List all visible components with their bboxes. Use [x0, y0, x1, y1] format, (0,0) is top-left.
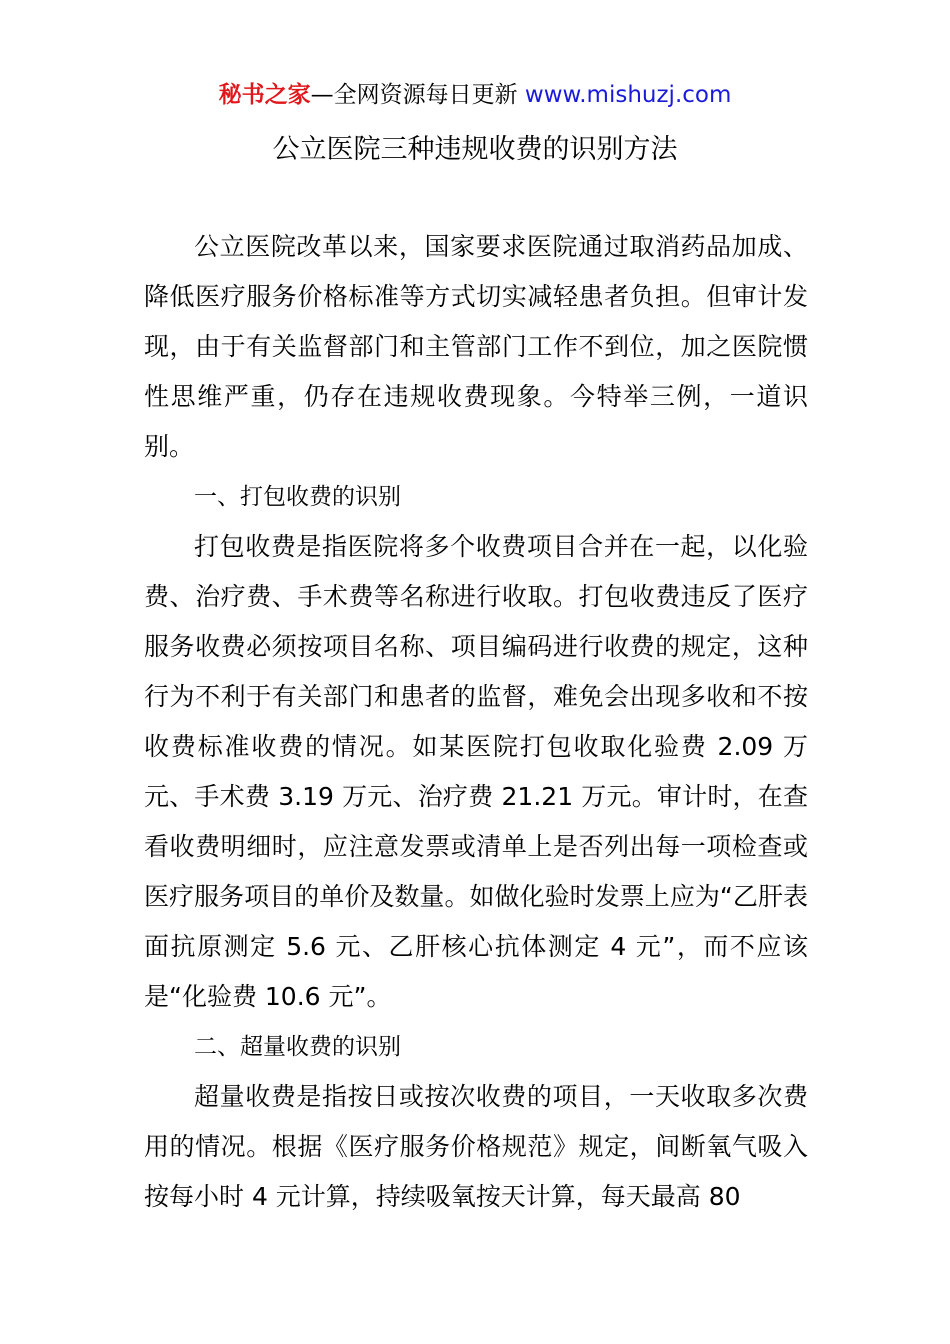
section-paragraph-2: 超量收费是指按日或按次收费的项目，一天收取多次费用的情况。根据《医疗服务价格规范》规定，间断氧气吸入按每小时 4 元计算，持续吸氧按天计算，每天最高 80	[144, 1082, 808, 1211]
section-paragraph-1: 打包收费是指医院将多个收费项目合并在一起，以化验费、治疗费、手术费等名称进行收取。打包收费违反了医疗服务收费必须按项目名称、项目编码进行收费的规定，这种行为不利于有关部门和患者的监督，难免会出现多收和不按收费标准收费的情况。如某医院打包收取化验费 2.09 万元、手术费 3.19 万元、治疗费 21.21 万元。审计时，在查看收费明细时，应注意发票或清单上是否列出每一项检查或医疗服务项目的单价及数量。如做化验时发票上应为“乙肝表面抗原测定 5.6 元、乙肝核心抗体测定 4 元”，而不应该是“化验费 10.6 元”。	[144, 532, 808, 1011]
site-tagline: —全网资源每日更新	[310, 82, 518, 108]
site-link[interactable]: www.mishuzj.com	[524, 82, 732, 108]
document-body	[144, 222, 808, 1222]
site-header	[0, 78, 950, 112]
document-title: 公立医院三种违规收费的识别方法	[272, 134, 678, 165]
section-heading-2: 二、超量收费的识别	[194, 1034, 401, 1060]
site-brand: 秘书之家	[218, 82, 311, 108]
section-heading-1: 一、打包收费的识别	[194, 484, 401, 510]
intro-paragraph: 公立医院改革以来，国家要求医院通过取消药品加成、降低医疗服务价格标准等方式切实减轻患者负担。但审计发现，由于有关监督部门和主管部门工作不到位，加之医院惯性思维严重，仍存在违规收费现象。今特举三例，一道识别。	[144, 232, 808, 461]
